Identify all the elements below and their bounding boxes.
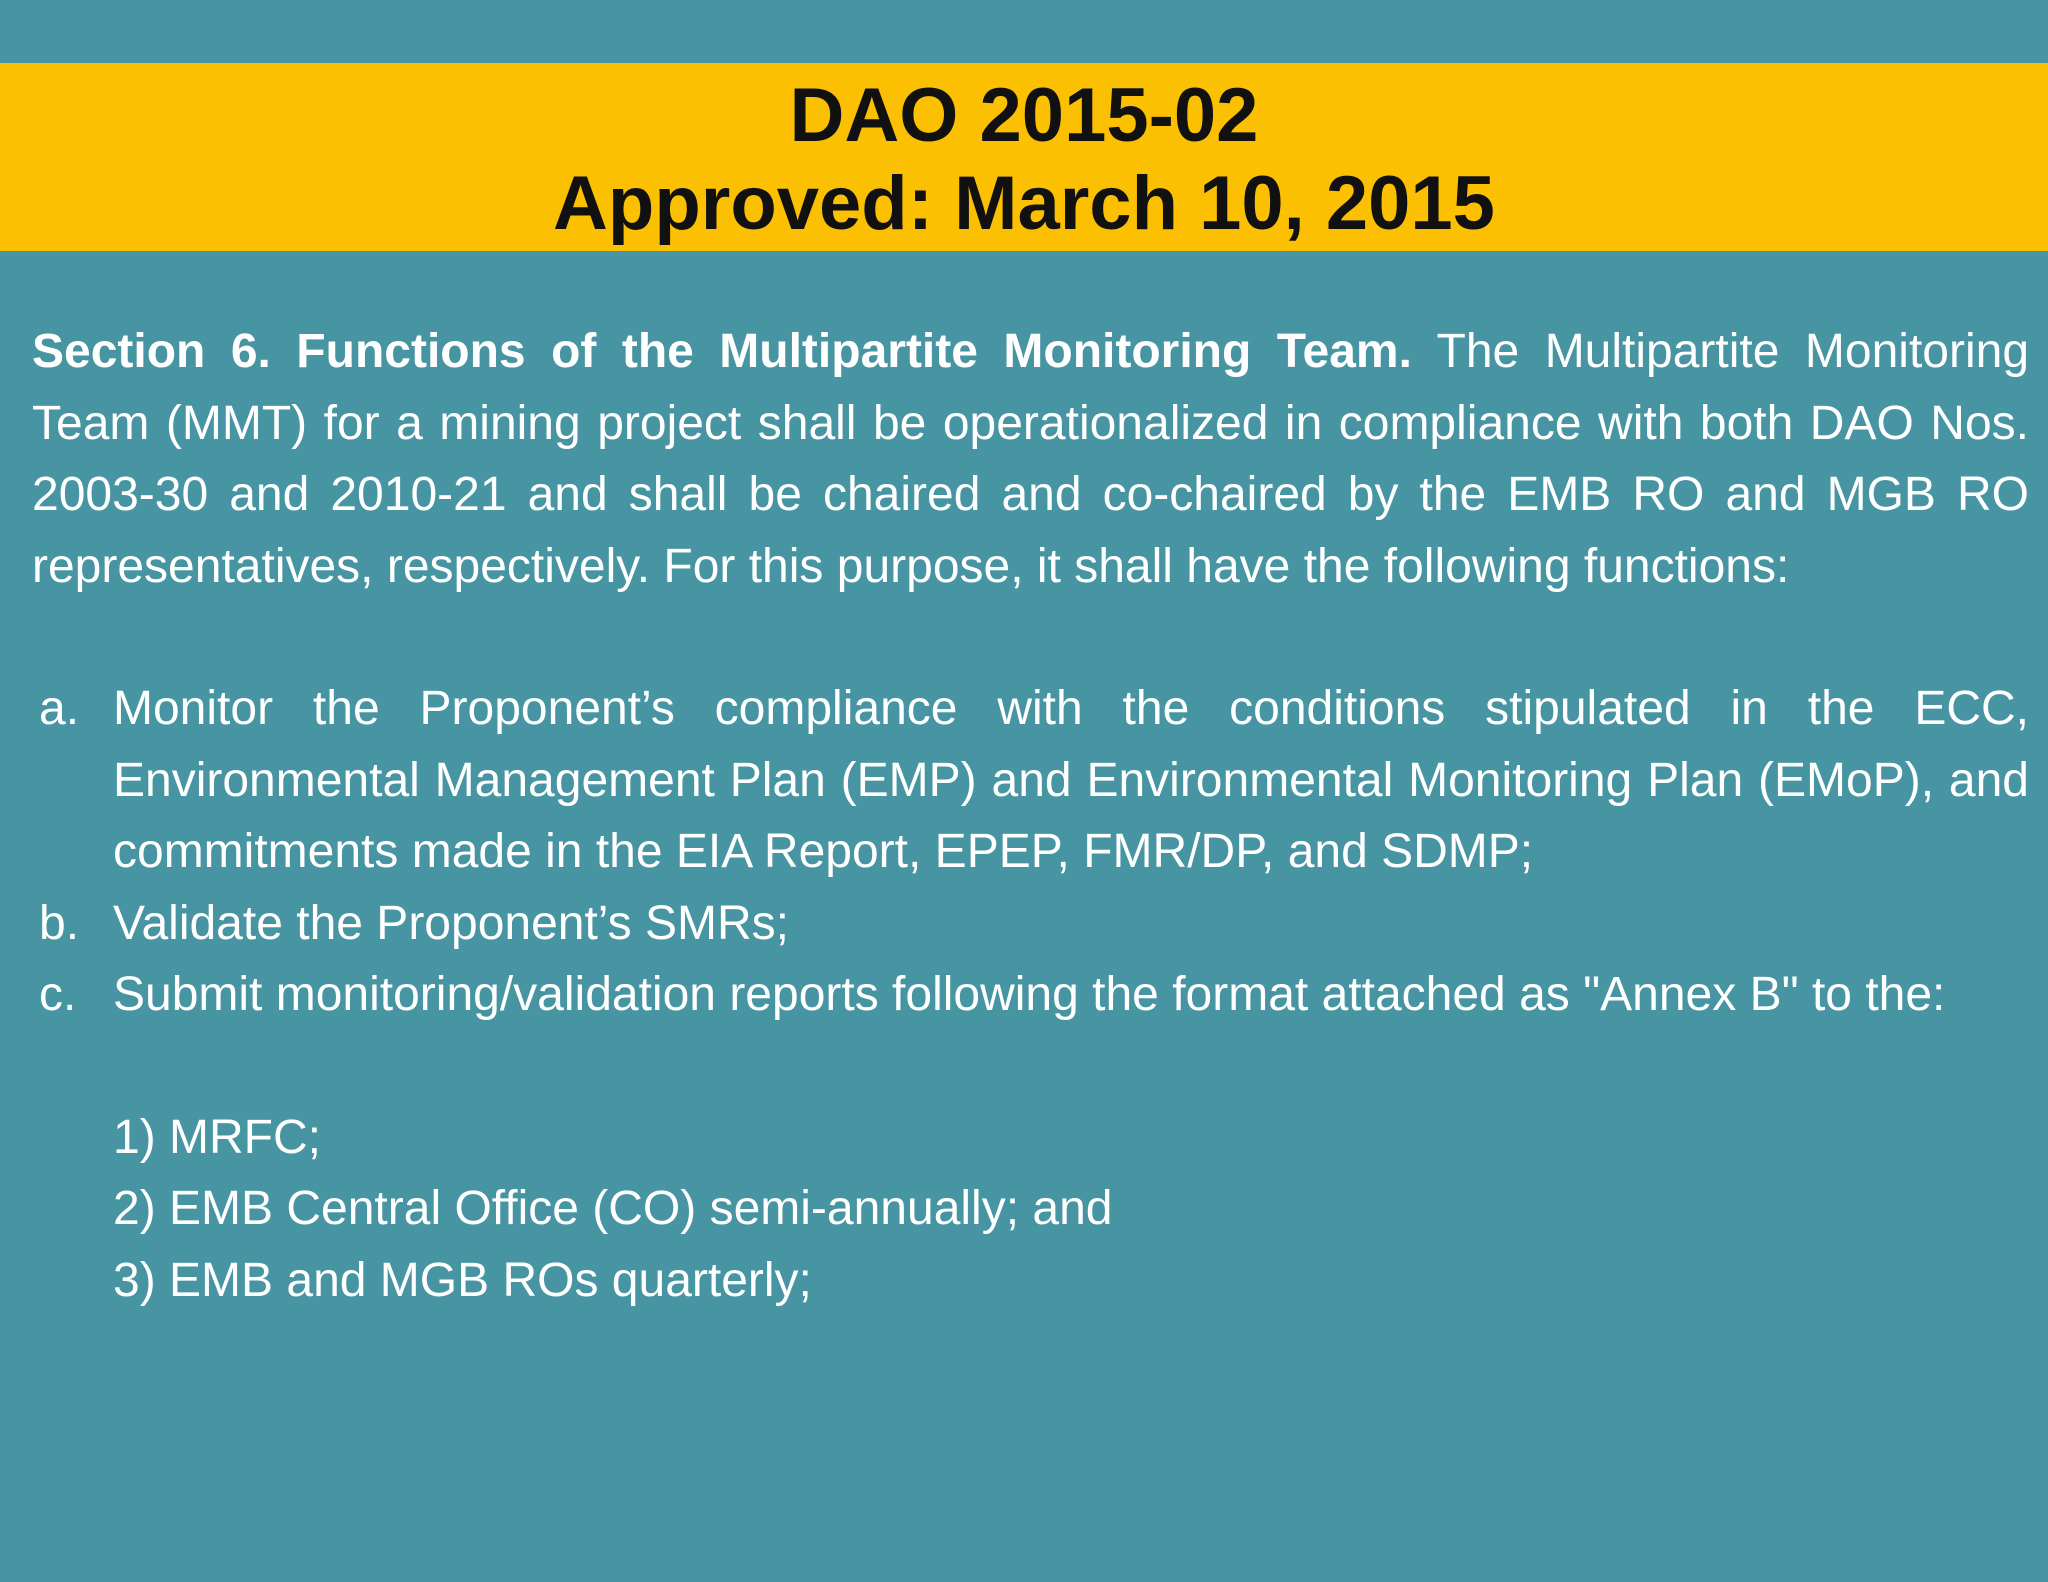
title-banner (0, 63, 2048, 251)
recipient-item: 3) EMB and MGB ROs quarterly; (113, 1253, 812, 1307)
list-marker: c. (39, 968, 77, 1021)
list-item-text: Validate the Proponent’s SMRs; (113, 896, 789, 950)
list-item (32, 673, 2029, 888)
list-marker: a. (39, 682, 80, 735)
section-text: The Multipartite Monitoring Team (MMT) for a mining project shall be operationalized in compliance with both DAO Nos. 2003-30 and 2010-21 and shall be chaired and co-chaired by the EMB RO and MGB RO representatives, respectively. For this purpose, it shall have the following functions: (32, 325, 2030, 593)
section-content (32, 316, 2029, 1316)
document-title: DAO 2015-02 (789, 73, 1259, 158)
recipients-list (113, 1102, 2029, 1317)
list-item (32, 959, 2029, 1031)
approval-date: Approved: March 10, 2015 (553, 161, 1495, 246)
section-paragraph (32, 316, 2029, 602)
list-item-text: Monitor the Proponent’s compliance with the conditions stipulated in the ECC, Environmental Management Plan (EMP) and Environmental Monitoring Plan (EMoP), and commitments made in the EIA Report, EPEP, FMR/DP, and SDMP; (113, 682, 2029, 878)
functions-list (32, 673, 2029, 1031)
recipient-item: 2) EMB Central Office (CO) semi-annually; and (113, 1182, 1113, 1235)
list-marker: b. (39, 896, 80, 950)
recipient-item: 1) MRFC; (113, 1110, 321, 1164)
list-item (32, 888, 2029, 960)
list-item-text: Submit monitoring/validation reports following the format attached as "Annex B" to the: (113, 968, 1946, 1021)
section-heading: Section 6. Functions of the Multipartite Monitoring Team. (32, 325, 1412, 378)
